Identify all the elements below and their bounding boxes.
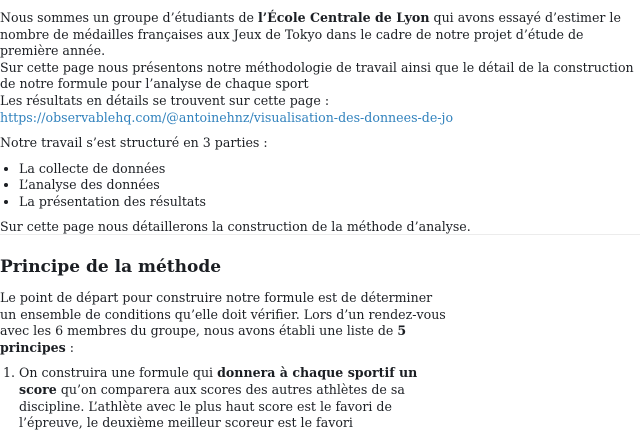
- method-para-pre: Le point de départ pour construire notre formule est de déterminer un ensemble de conditions qu’elle doit vérifier. Lors d’un rendez-vous avec les 6 membres du groupe, nous avons établi une liste de: [0, 290, 446, 339]
- principle-1-post: qu’on comparera aux scores des autres athlètes de sa discipline. L’athlète avec le plus haut score est le favori de l’épreuve, le deuxième meilleur scoreur est le favori: [19, 381, 405, 431]
- intro-paragraph: [0, 10, 640, 126]
- intro-line3-pre: Les résultats en détails se trouvent sur cette page :: [0, 92, 330, 108]
- method-section: [0, 256, 450, 432]
- method-paragraph: [0, 290, 450, 356]
- section-title: Principe de la méthode: [0, 257, 222, 277]
- intro-section: [0, 10, 640, 244]
- principle-1-pre: On construira une formule qui: [19, 365, 218, 381]
- results-link[interactable]: https://observablehq.com/@antoinehnz/visualisation-des-donnees-de-jo: [0, 109, 454, 125]
- school-name: l’École Centrale de Lyon: [258, 10, 430, 25]
- principle-1-bold: donnera à chaque sportif un score: [19, 365, 418, 397]
- parts-list: [0, 161, 640, 211]
- list-item: [19, 365, 450, 431]
- intro-line1-post: qui avons essayé d’estimer le nombre de médailles françaises aux Jeux de Tokyo dans le cadre de notre projet d’étude de première année.: [0, 10, 621, 59]
- principles-count: 5 principes: [0, 323, 407, 355]
- list-item: • La présentation des résultats: [19, 194, 640, 211]
- structure-intro: Notre travail s’est structuré en 3 parties :: [0, 135, 268, 151]
- section-divider: [0, 234, 640, 235]
- list-item: • La collecte de données: [19, 161, 640, 178]
- intro-line1-pre: Nous sommes un groupe d’étudiants de: [0, 10, 258, 25]
- method-para-post: :: [65, 339, 74, 355]
- principles-list: [0, 365, 450, 431]
- intro-line2: Sur cette page nous présentons notre méthodologie de travail ainsi que le détail de la construction de notre formule pour l’analyse de chaque sport: [0, 59, 634, 92]
- list-item: • L’analyse des données: [19, 177, 640, 194]
- closing-paragraph: Sur cette page nous détaillerons la construction de la méthode d’analyse.: [0, 218, 471, 234]
